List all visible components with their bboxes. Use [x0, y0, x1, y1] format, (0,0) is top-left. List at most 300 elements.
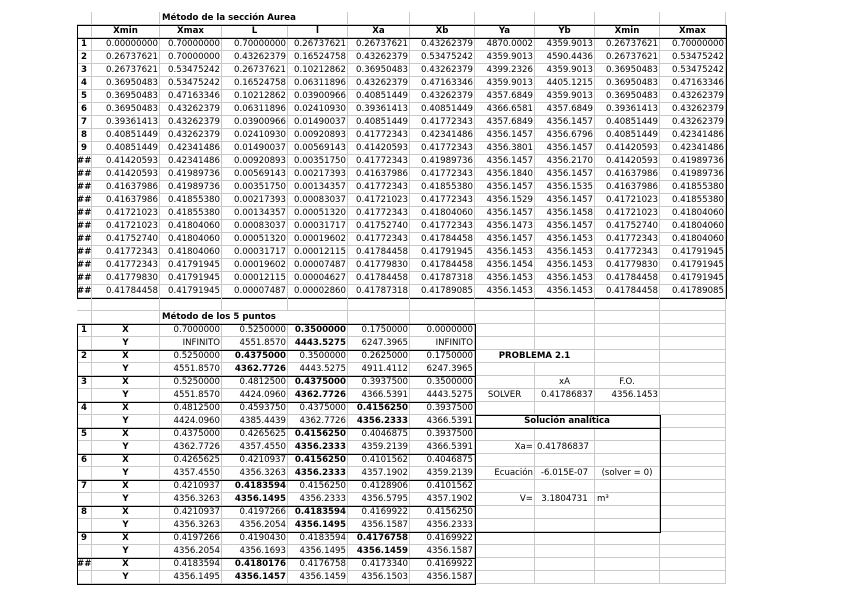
aurea-header-cell[interactable]: L: [222, 25, 288, 38]
puntos-var-label[interactable]: X: [92, 376, 160, 389]
empty-cell[interactable]: [535, 506, 595, 519]
empty-cell[interactable]: [535, 363, 595, 376]
aurea-value-cell[interactable]: 4356.1457: [475, 181, 535, 194]
aurea-value-cell[interactable]: 0.41855380: [160, 207, 222, 220]
aurea-value-cell[interactable]: 0.41789085: [660, 285, 726, 298]
aurea-value-cell[interactable]: 0.00019602: [222, 259, 288, 272]
puntos-value-cell[interactable]: 0.4101562: [348, 454, 410, 467]
aurea-header-cell[interactable]: Xmin: [92, 25, 160, 38]
puntos-value-cell[interactable]: INFINITO: [410, 337, 475, 350]
puntos-value-cell[interactable]: 4359.2139: [410, 467, 475, 480]
aurea-value-cell[interactable]: 0.41989736: [660, 155, 726, 168]
puntos-value-cell[interactable]: 0.4197266: [222, 506, 288, 519]
puntos-value-cell[interactable]: 0.4183594: [222, 480, 288, 493]
empty-cell[interactable]: [595, 324, 660, 337]
puntos-value-cell[interactable]: 4356.2333: [288, 467, 348, 480]
aurea-value-cell[interactable]: 4399.2326: [475, 64, 535, 77]
aurea-value-cell[interactable]: 0.43262379: [410, 38, 475, 51]
puntos-value-cell[interactable]: 0.4375000: [160, 428, 222, 441]
aurea-value-cell[interactable]: 0.36950483: [595, 64, 660, 77]
puntos-iter-cell[interactable]: ##: [77, 559, 92, 569]
aurea-value-cell[interactable]: 0.39361413: [348, 103, 410, 116]
aurea-value-cell[interactable]: 0.47163346: [660, 77, 726, 90]
empty-cell[interactable]: [660, 324, 726, 337]
aurea-iter-cell[interactable]: ##: [77, 156, 92, 166]
analitica-xa-value[interactable]: 0.41786837: [535, 441, 595, 454]
empty-cell[interactable]: [660, 480, 726, 493]
aurea-value-cell[interactable]: 0.02410930: [222, 129, 288, 142]
puntos-value-cell[interactable]: 4356.2054: [222, 519, 288, 532]
aurea-value-cell[interactable]: 0.41784458: [92, 285, 160, 298]
aurea-value-cell[interactable]: 0.00012115: [288, 246, 348, 259]
puntos-value-cell[interactable]: 4911.4112: [348, 363, 410, 376]
puntos-iter-cell[interactable]: 7: [77, 480, 92, 493]
aurea-value-cell[interactable]: 0.41772343: [348, 129, 410, 142]
empty-cell[interactable]: [595, 12, 660, 25]
aurea-value-cell[interactable]: 4359.9013: [475, 77, 535, 90]
aurea-value-cell[interactable]: 0.53475242: [660, 51, 726, 64]
puntos-value-cell[interactable]: 0.5250000: [160, 350, 222, 363]
puntos-value-cell[interactable]: 6247.3965: [348, 337, 410, 350]
empty-cell[interactable]: [475, 571, 535, 584]
empty-cell[interactable]: [475, 558, 535, 571]
puntos-value-cell[interactable]: 0.4176758: [288, 558, 348, 571]
aurea-value-cell[interactable]: 0.41772343: [92, 259, 160, 272]
aurea-value-cell[interactable]: 0.01490037: [288, 116, 348, 129]
analitica-v-label[interactable]: V=: [475, 493, 535, 506]
empty-cell[interactable]: [288, 298, 348, 311]
aurea-value-cell[interactable]: 0.41420593: [92, 168, 160, 181]
aurea-value-cell[interactable]: 0.41772343: [410, 116, 475, 129]
puntos-value-cell[interactable]: 4551.8570: [222, 337, 288, 350]
aurea-value-cell[interactable]: 0.00920893: [288, 129, 348, 142]
puntos-value-cell[interactable]: 4366.5391: [410, 415, 475, 428]
empty-cell[interactable]: [92, 311, 160, 324]
aurea-iter-cell[interactable]: 1: [77, 38, 92, 51]
aurea-value-cell[interactable]: 0.41772343: [595, 246, 660, 259]
aurea-value-cell[interactable]: 0.41784458: [410, 233, 475, 246]
puntos-value-cell[interactable]: 0.4156250: [348, 402, 410, 415]
aurea-value-cell[interactable]: 0.53475242: [160, 77, 222, 90]
empty-cell[interactable]: [77, 415, 92, 428]
puntos-value-cell[interactable]: 4443.5275: [288, 337, 348, 350]
aurea-value-cell[interactable]: 0.36950483: [92, 90, 160, 103]
aurea-value-cell[interactable]: 0.41772343: [348, 181, 410, 194]
aurea-value-cell[interactable]: 0.43262379: [222, 51, 288, 64]
empty-cell[interactable]: [660, 467, 726, 480]
aurea-value-cell[interactable]: 0.41637986: [595, 168, 660, 181]
aurea-value-cell[interactable]: 0.36950483: [595, 90, 660, 103]
puntos-value-cell[interactable]: 4356.1503: [348, 571, 410, 584]
aurea-value-cell[interactable]: 0.41721023: [595, 207, 660, 220]
aurea-value-cell[interactable]: 0.00569143: [222, 168, 288, 181]
aurea-value-cell[interactable]: 0.41787318: [348, 285, 410, 298]
empty-cell[interactable]: [660, 363, 726, 376]
aurea-value-cell[interactable]: 0.10212862: [222, 90, 288, 103]
aurea-value-cell[interactable]: 4870.0002: [475, 38, 535, 51]
empty-cell[interactable]: [595, 337, 660, 350]
puntos-var-label[interactable]: Y: [92, 545, 160, 558]
puntos-value-cell[interactable]: 0.4190430: [222, 532, 288, 545]
puntos-value-cell[interactable]: 4356.2333: [288, 493, 348, 506]
puntos-value-cell[interactable]: 4357.4550: [222, 441, 288, 454]
aurea-value-cell[interactable]: 0.40851449: [92, 129, 160, 142]
analitica-v-unit[interactable]: m³: [595, 493, 660, 506]
puntos-var-label[interactable]: X: [92, 558, 160, 571]
aurea-value-cell[interactable]: 0.43262379: [348, 51, 410, 64]
puntos-value-cell[interactable]: 0.4183594: [160, 558, 222, 571]
aurea-value-cell[interactable]: 4356.2170: [535, 155, 595, 168]
problema-xa-header[interactable]: xA: [535, 376, 595, 389]
aurea-value-cell[interactable]: 0.00031717: [288, 220, 348, 233]
aurea-value-cell[interactable]: 4356.1457: [475, 233, 535, 246]
analitica-v-value[interactable]: 3.1804731: [535, 493, 595, 506]
puntos-value-cell[interactable]: 0.1750000: [348, 324, 410, 337]
puntos-var-label[interactable]: X: [92, 350, 160, 363]
empty-cell[interactable]: [475, 402, 535, 415]
aurea-value-cell[interactable]: 0.00083037: [222, 220, 288, 233]
aurea-header-cell[interactable]: Xmax: [660, 25, 726, 38]
empty-cell[interactable]: [535, 519, 595, 532]
empty-cell[interactable]: [475, 298, 535, 311]
aurea-value-cell[interactable]: 4356.1458: [535, 207, 595, 220]
aurea-value-cell[interactable]: 0.41804060: [410, 207, 475, 220]
empty-cell[interactable]: [77, 571, 92, 584]
aurea-value-cell[interactable]: 0.70000000: [160, 38, 222, 51]
puntos-value-cell[interactable]: 4356.2333: [288, 441, 348, 454]
empty-cell[interactable]: [660, 571, 726, 584]
aurea-value-cell[interactable]: 0.41721023: [595, 194, 660, 207]
aurea-value-cell[interactable]: 0.00007487: [288, 259, 348, 272]
aurea-value-cell[interactable]: 4356.1457: [475, 129, 535, 142]
aurea-value-cell[interactable]: 0.47163346: [410, 77, 475, 90]
puntos-value-cell[interactable]: 0.5250000: [160, 376, 222, 389]
puntos-value-cell[interactable]: 0.4183594: [288, 532, 348, 545]
aurea-value-cell[interactable]: 0.00351750: [288, 155, 348, 168]
puntos-value-cell[interactable]: 4356.1457: [222, 571, 288, 584]
puntos-value-cell[interactable]: 0.4265625: [160, 454, 222, 467]
empty-cell[interactable]: [535, 402, 595, 415]
empty-cell[interactable]: [77, 12, 92, 25]
aurea-value-cell[interactable]: 4356.1457: [535, 168, 595, 181]
empty-cell[interactable]: [595, 402, 660, 415]
empty-cell[interactable]: [595, 532, 660, 545]
puntos-value-cell[interactable]: 4356.1459: [348, 545, 410, 558]
puntos-value-cell[interactable]: 4424.0960: [160, 415, 222, 428]
puntos-value-cell[interactable]: 0.0000000: [410, 324, 475, 337]
puntos-var-label[interactable]: X: [92, 402, 160, 415]
puntos-value-cell[interactable]: 4443.5275: [288, 363, 348, 376]
aurea-value-cell[interactable]: 0.41779830: [595, 259, 660, 272]
aurea-value-cell[interactable]: 4356.1457: [475, 155, 535, 168]
empty-cell[interactable]: [595, 571, 660, 584]
empty-cell[interactable]: [595, 311, 660, 324]
puntos-value-cell[interactable]: 4366.5391: [348, 389, 410, 402]
aurea-value-cell[interactable]: 0.36950483: [92, 77, 160, 90]
puntos-value-cell[interactable]: 4356.1459: [288, 571, 348, 584]
puntos-value-cell[interactable]: 4357.1902: [348, 467, 410, 480]
aurea-value-cell[interactable]: 0.41772343: [92, 246, 160, 259]
aurea-iter-cell[interactable]: ##: [77, 286, 92, 296]
aurea-value-cell[interactable]: 4356.1840: [475, 168, 535, 181]
empty-cell[interactable]: [348, 298, 410, 311]
puntos-value-cell[interactable]: 0.4156250: [288, 428, 348, 441]
empty-cell[interactable]: [475, 532, 535, 545]
puntos-value-cell[interactable]: 0.5250000: [222, 324, 288, 337]
empty-cell[interactable]: [77, 337, 92, 350]
aurea-iter-cell[interactable]: ##: [77, 234, 92, 244]
puntos-value-cell[interactable]: 4424.0960: [222, 389, 288, 402]
aurea-value-cell[interactable]: 0.41779830: [348, 259, 410, 272]
aurea-iter-cell[interactable]: 2: [77, 51, 92, 64]
empty-cell[interactable]: [475, 337, 535, 350]
aurea-value-cell[interactable]: 0.41420593: [348, 142, 410, 155]
aurea-iter-cell[interactable]: 3: [77, 64, 92, 77]
empty-cell[interactable]: [660, 350, 726, 363]
puntos-value-cell[interactable]: 0.3500000: [288, 350, 348, 363]
empty-cell[interactable]: [595, 480, 660, 493]
aurea-value-cell[interactable]: 0.41789085: [410, 285, 475, 298]
empty-cell[interactable]: [660, 389, 726, 402]
aurea-value-cell[interactable]: 0.00217393: [222, 194, 288, 207]
puntos-value-cell[interactable]: 4356.2054: [160, 545, 222, 558]
empty-cell[interactable]: [595, 298, 660, 311]
aurea-value-cell[interactable]: 0.00002860: [288, 285, 348, 298]
aurea-value-cell[interactable]: 0.42341486: [660, 129, 726, 142]
corner-cell[interactable]: [77, 25, 92, 38]
empty-cell[interactable]: [475, 12, 535, 25]
aurea-value-cell[interactable]: 4359.9013: [535, 38, 595, 51]
aurea-iter-cell[interactable]: ##: [77, 260, 92, 270]
aurea-value-cell[interactable]: 0.01490037: [222, 142, 288, 155]
empty-cell[interactable]: [660, 311, 726, 324]
puntos-value-cell[interactable]: 4357.1902: [410, 493, 475, 506]
empty-cell[interactable]: [595, 350, 660, 363]
empty-cell[interactable]: [660, 402, 726, 415]
empty-cell[interactable]: [535, 558, 595, 571]
aurea-value-cell[interactable]: 4356.1453: [535, 285, 595, 298]
puntos-value-cell[interactable]: 4443.5275: [410, 389, 475, 402]
puntos-value-cell[interactable]: 4356.1495: [288, 519, 348, 532]
puntos-value-cell[interactable]: 0.4156250: [288, 480, 348, 493]
empty-cell[interactable]: [77, 519, 92, 532]
aurea-value-cell[interactable]: 0.41637986: [348, 168, 410, 181]
solver-xa-value[interactable]: 0.41786837: [535, 389, 595, 402]
puntos-value-cell[interactable]: 0.3937500: [410, 402, 475, 415]
puntos-var-label[interactable]: X: [92, 454, 160, 467]
aurea-value-cell[interactable]: 0.10212862: [288, 64, 348, 77]
aurea-value-cell[interactable]: 4357.6849: [475, 116, 535, 129]
aurea-header-cell[interactable]: Xmin: [595, 25, 660, 38]
aurea-value-cell[interactable]: 0.41791945: [160, 272, 222, 285]
aurea-value-cell[interactable]: 4356.1453: [475, 272, 535, 285]
aurea-value-cell[interactable]: 0.41772343: [348, 155, 410, 168]
aurea-iter-cell[interactable]: ##: [77, 195, 92, 205]
puntos-value-cell[interactable]: 4356.2333: [410, 519, 475, 532]
aurea-value-cell[interactable]: 0.41855380: [660, 194, 726, 207]
aurea-value-cell[interactable]: 0.41420593: [92, 155, 160, 168]
puntos-value-cell[interactable]: 4356.1587: [410, 571, 475, 584]
puntos-var-label[interactable]: X: [92, 480, 160, 493]
aurea-value-cell[interactable]: 0.41721023: [92, 220, 160, 233]
aurea-value-cell[interactable]: 0.41791945: [660, 272, 726, 285]
empty-cell[interactable]: [535, 337, 595, 350]
aurea-header-cell[interactable]: Ya: [475, 25, 535, 38]
empty-cell[interactable]: [660, 506, 726, 519]
aurea-value-cell[interactable]: 4357.6849: [535, 103, 595, 116]
puntos-var-label[interactable]: Y: [92, 441, 160, 454]
aurea-value-cell[interactable]: 4356.1473: [475, 220, 535, 233]
aurea-value-cell[interactable]: 4356.1457: [535, 116, 595, 129]
empty-cell[interactable]: [92, 298, 160, 311]
puntos-value-cell[interactable]: 0.4128906: [348, 480, 410, 493]
empty-cell[interactable]: [77, 298, 92, 311]
aurea-value-cell[interactable]: 0.43262379: [160, 116, 222, 129]
puntos-value-cell[interactable]: 6247.3965: [410, 363, 475, 376]
aurea-value-cell[interactable]: 0.03900966: [222, 116, 288, 129]
aurea-value-cell[interactable]: 0.53475242: [410, 51, 475, 64]
aurea-value-cell[interactable]: 0.41772343: [595, 233, 660, 246]
aurea-value-cell[interactable]: 4356.1529: [475, 194, 535, 207]
aurea-value-cell[interactable]: 0.26737621: [595, 51, 660, 64]
aurea-value-cell[interactable]: 0.70000000: [222, 38, 288, 51]
aurea-value-cell[interactable]: 4356.1457: [535, 194, 595, 207]
aurea-header-cell[interactable]: Xb: [410, 25, 475, 38]
aurea-header-cell[interactable]: Xmax: [160, 25, 222, 38]
puntos-value-cell[interactable]: 0.7000000: [160, 324, 222, 337]
puntos-value-cell[interactable]: 4362.7726: [288, 415, 348, 428]
empty-cell[interactable]: [595, 441, 660, 454]
empty-cell[interactable]: [77, 389, 92, 402]
aurea-value-cell[interactable]: 0.43262379: [410, 64, 475, 77]
empty-cell[interactable]: [660, 545, 726, 558]
aurea-value-cell[interactable]: 0.41420593: [595, 155, 660, 168]
aurea-header-cell[interactable]: Yb: [535, 25, 595, 38]
puntos-value-cell[interactable]: 0.2625000: [348, 350, 410, 363]
empty-cell[interactable]: [410, 298, 475, 311]
empty-cell[interactable]: [475, 324, 535, 337]
empty-cell[interactable]: [595, 545, 660, 558]
puntos-iter-cell[interactable]: 3: [77, 376, 92, 389]
aurea-value-cell[interactable]: 0.70000000: [660, 38, 726, 51]
puntos-iter-cell[interactable]: 5: [77, 428, 92, 441]
puntos-value-cell[interactable]: 0.4156250: [410, 506, 475, 519]
aurea-iter-cell[interactable]: ##: [77, 221, 92, 231]
puntos-value-cell[interactable]: 0.4180176: [222, 558, 288, 571]
aurea-value-cell[interactable]: 0.43262379: [348, 77, 410, 90]
aurea-value-cell[interactable]: 0.00051320: [288, 207, 348, 220]
aurea-value-cell[interactable]: 0.53475242: [660, 64, 726, 77]
puntos-value-cell[interactable]: 0.4046875: [410, 454, 475, 467]
puntos-value-cell[interactable]: 0.4101562: [410, 480, 475, 493]
aurea-value-cell[interactable]: 0.39361413: [595, 103, 660, 116]
empty-cell[interactable]: [660, 493, 726, 506]
aurea-value-cell[interactable]: 0.26737621: [92, 64, 160, 77]
puntos-value-cell[interactable]: 0.4375000: [222, 350, 288, 363]
aurea-value-cell[interactable]: 0.00004627: [288, 272, 348, 285]
aurea-value-cell[interactable]: 0.26737621: [595, 38, 660, 51]
aurea-value-cell[interactable]: 0.41784458: [348, 272, 410, 285]
aurea-iter-cell[interactable]: ##: [77, 273, 92, 283]
aurea-value-cell[interactable]: 4359.9013: [535, 64, 595, 77]
aurea-value-cell[interactable]: 0.40851449: [348, 90, 410, 103]
empty-cell[interactable]: [535, 12, 595, 25]
aurea-value-cell[interactable]: 0.42341486: [660, 142, 726, 155]
aurea-value-cell[interactable]: 0.40851449: [595, 116, 660, 129]
aurea-value-cell[interactable]: 0.02410930: [288, 103, 348, 116]
aurea-value-cell[interactable]: 0.41787318: [410, 272, 475, 285]
puntos-value-cell[interactable]: 0.4210937: [222, 454, 288, 467]
aurea-value-cell[interactable]: 0.41752740: [348, 220, 410, 233]
puntos-value-cell[interactable]: 0.3500000: [410, 376, 475, 389]
aurea-value-cell[interactable]: 0.41804060: [160, 233, 222, 246]
empty-cell[interactable]: [348, 311, 410, 324]
aurea-header-cell[interactable]: Xa: [348, 25, 410, 38]
puntos-value-cell[interactable]: 4356.5795: [348, 493, 410, 506]
aurea-iter-cell[interactable]: 6: [77, 103, 92, 116]
puntos-value-cell[interactable]: 0.4210937: [160, 506, 222, 519]
aurea-value-cell[interactable]: 4590.4436: [535, 51, 595, 64]
empty-cell[interactable]: [77, 311, 92, 324]
puntos-var-label[interactable]: Y: [92, 415, 160, 428]
aurea-value-cell[interactable]: 0.42341486: [410, 129, 475, 142]
puntos-value-cell[interactable]: 0.4183594: [288, 506, 348, 519]
puntos-value-cell[interactable]: 0.4265625: [222, 428, 288, 441]
aurea-value-cell[interactable]: 0.00569143: [288, 142, 348, 155]
aurea-value-cell[interactable]: 0.41721023: [348, 194, 410, 207]
empty-cell[interactable]: [660, 441, 726, 454]
puntos-var-label[interactable]: X: [92, 506, 160, 519]
aurea-value-cell[interactable]: 0.41784458: [595, 272, 660, 285]
aurea-iter-cell[interactable]: ##: [77, 208, 92, 218]
puntos-iter-cell[interactable]: 2: [77, 350, 92, 363]
aurea-value-cell[interactable]: 4356.1453: [535, 272, 595, 285]
puntos-value-cell[interactable]: 0.4375000: [288, 376, 348, 389]
puntos-iter-cell[interactable]: 8: [77, 506, 92, 519]
empty-cell[interactable]: [535, 480, 595, 493]
puntos-iter-cell[interactable]: 4: [77, 402, 92, 415]
empty-cell[interactable]: [595, 428, 660, 441]
empty-cell[interactable]: [660, 415, 726, 428]
puntos-value-cell[interactable]: 0.4812500: [160, 402, 222, 415]
aurea-value-cell[interactable]: 0.00217393: [288, 168, 348, 181]
puntos-var-label[interactable]: X: [92, 532, 160, 545]
analitica-ec-value[interactable]: -6.015E-07: [535, 467, 595, 480]
aurea-iter-cell[interactable]: 8: [77, 129, 92, 142]
puntos-var-label[interactable]: Y: [92, 337, 160, 350]
puntos-var-label[interactable]: Y: [92, 519, 160, 532]
analitica-ec-label[interactable]: Ecuación: [475, 467, 535, 480]
puntos-value-cell[interactable]: 4356.1693: [222, 545, 288, 558]
aurea-value-cell[interactable]: 0.43262379: [660, 116, 726, 129]
aurea-value-cell[interactable]: 4356.1457: [475, 207, 535, 220]
aurea-value-cell[interactable]: 0.00012115: [222, 272, 288, 285]
problema-fo-header[interactable]: F.O.: [595, 376, 660, 389]
aurea-iter-cell[interactable]: 4: [77, 77, 92, 90]
puntos-value-cell[interactable]: 0.4169922: [348, 506, 410, 519]
puntos-value-cell[interactable]: 0.3937500: [410, 428, 475, 441]
aurea-value-cell[interactable]: 0.06311896: [222, 103, 288, 116]
aurea-value-cell[interactable]: 4356.6796: [535, 129, 595, 142]
puntos-value-cell[interactable]: 0.4046875: [348, 428, 410, 441]
aurea-value-cell[interactable]: 4359.9013: [475, 51, 535, 64]
puntos-title[interactable]: Método de los 5 puntos: [160, 311, 348, 324]
puntos-iter-cell[interactable]: 9: [77, 532, 92, 545]
aurea-value-cell[interactable]: 0.16524758: [288, 51, 348, 64]
aurea-value-cell[interactable]: 0.41804060: [660, 207, 726, 220]
empty-cell[interactable]: [660, 454, 726, 467]
aurea-iter-cell[interactable]: ##: [77, 169, 92, 179]
